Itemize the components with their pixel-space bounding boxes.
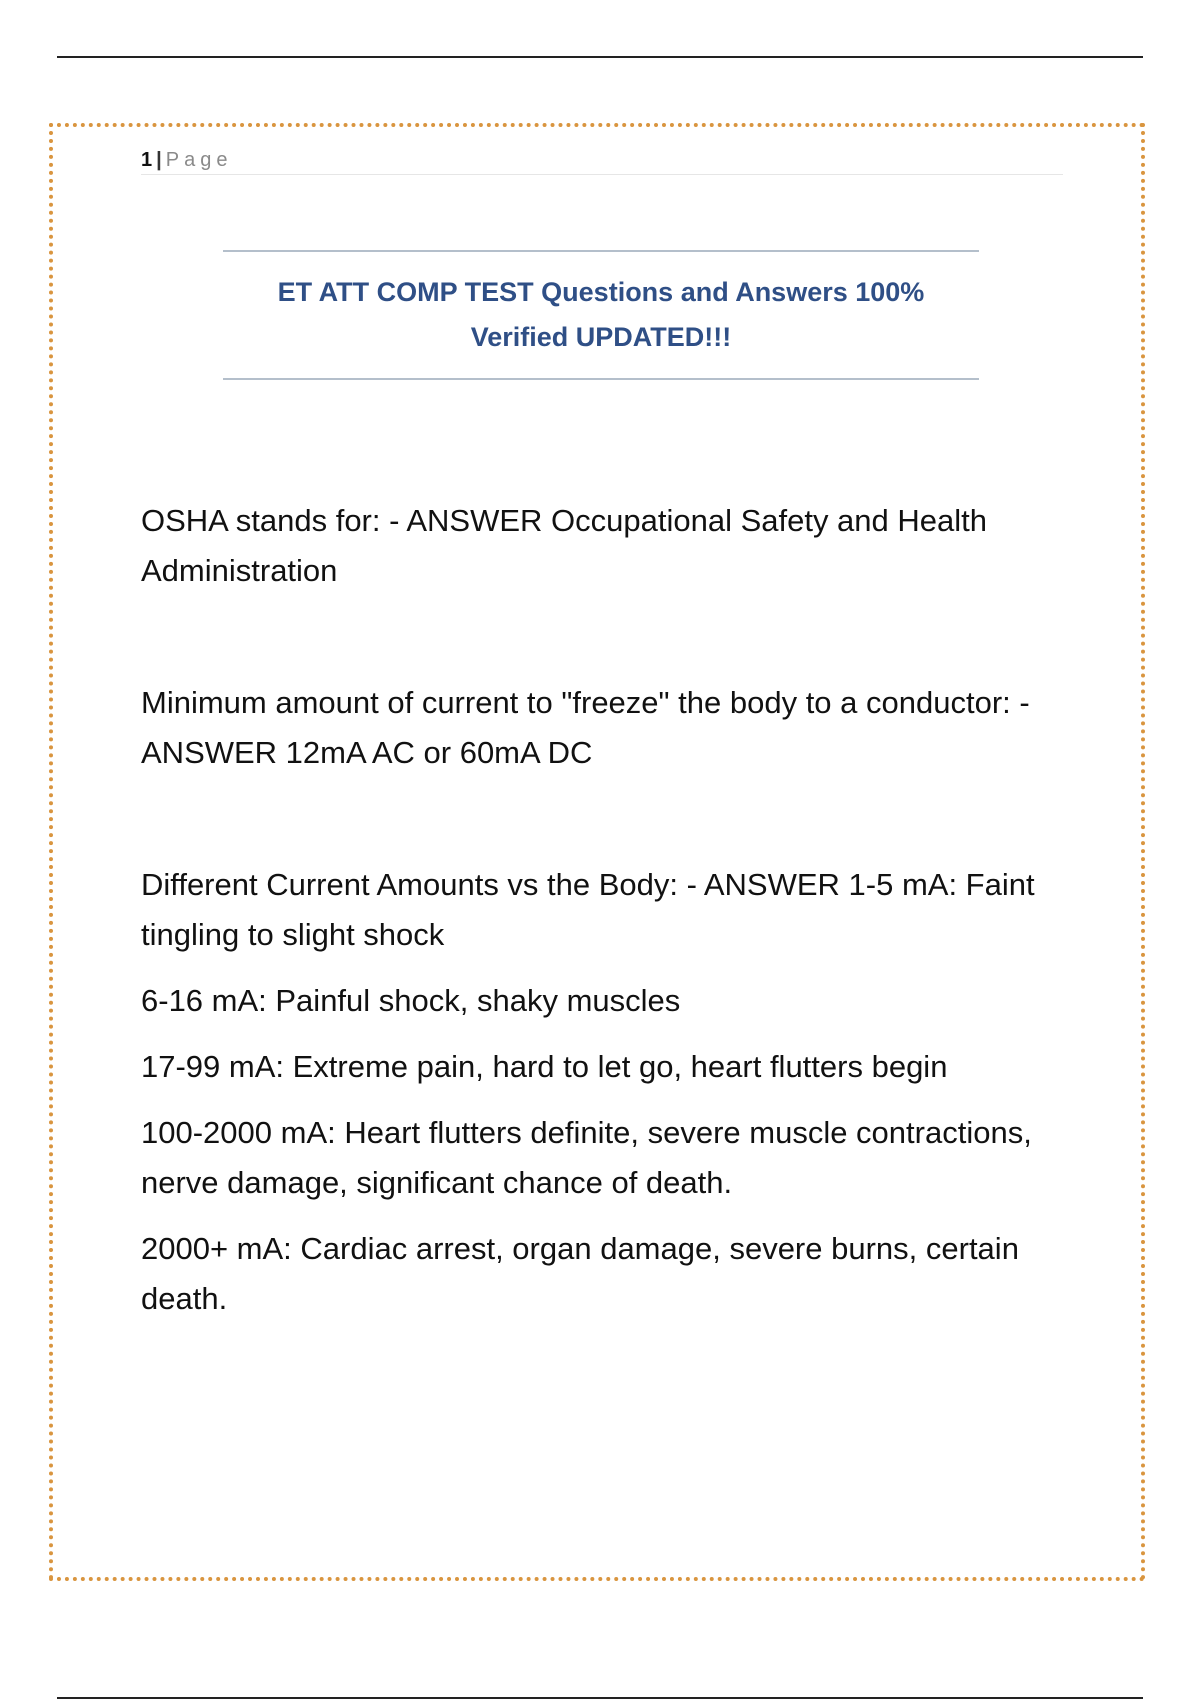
qa-item-17-99ma: 17-99 mA: Extreme pain, hard to let go, heart flutters begin xyxy=(141,1049,948,1084)
qa-item-current-amounts: Different Current Amounts vs the Body: - ANSWER 1-5 mA: Faint tingling to slight shock xyxy=(141,867,1035,952)
document-title xyxy=(223,250,979,380)
qa-item-100-2000ma: 100-2000 mA: Heart flutters definite, severe muscle contractions, nerve damage, significant chance of death. xyxy=(141,1115,1032,1200)
page-label: Page xyxy=(165,149,233,171)
qa-item-freeze-current: Minimum amount of current to "freeze" the body to a conductor: - ANSWER 12mA AC or 60mA DC xyxy=(141,685,1030,770)
page-separator: | xyxy=(156,149,162,171)
qa-item-osha: OSHA stands for: - ANSWER Occupational Safety and Health Administration xyxy=(141,503,988,588)
top-rule xyxy=(57,56,1143,58)
bottom-rule xyxy=(57,1697,1143,1699)
title-line-2: Verified UPDATED!!! xyxy=(470,322,732,352)
qa-item-2000plus-ma: 2000+ mA: Cardiac arrest, organ damage, severe burns, certain death. xyxy=(141,1231,1019,1316)
qa-list xyxy=(141,496,1081,1324)
title-line-1: ET ATT COMP TEST Questions and Answers 100% xyxy=(277,277,925,307)
page-number: 1 xyxy=(141,149,153,171)
qa-item-6-16ma: 6-16 mA: Painful shock, shaky muscles xyxy=(141,983,681,1018)
page-header xyxy=(141,146,1063,175)
